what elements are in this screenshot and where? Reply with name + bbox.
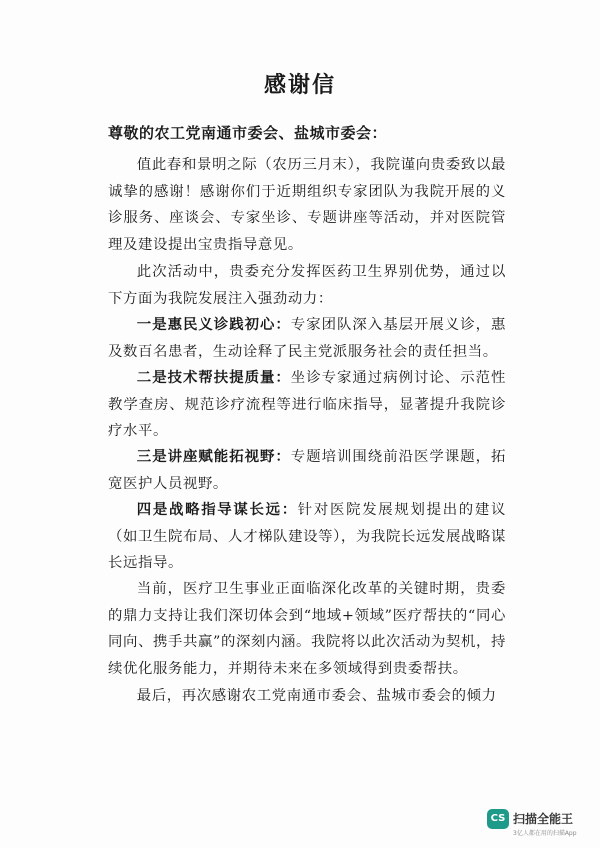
- point-heading: 四是战略指导谋长远：: [136, 501, 298, 518]
- paragraph-text: 坐诊专家通过病例讨论、示范性教学查房、规范诊疗流程等进行临床指导，显著提升我院诊疗水平。: [108, 370, 506, 440]
- paragraph-point-3: [108, 444, 506, 497]
- scanner-logo-icon: CS: [487, 809, 509, 829]
- point-heading: 三是讲座赋能拓视野：: [136, 448, 291, 465]
- paragraph-point-2: [108, 365, 506, 445]
- paragraph-text: 专题培训围绕前沿医学课题，拓宽医护人员视野。: [108, 449, 506, 492]
- point-heading: 一是惠民义诊践初心：: [136, 316, 291, 333]
- paragraph-outlook: [108, 576, 506, 682]
- paragraph-closing: [108, 683, 506, 710]
- scanner-watermark: [487, 805, 597, 843]
- paragraph-overview: [108, 259, 506, 312]
- paragraph-point-1: [108, 312, 506, 365]
- paragraph-text: 针对医院发展规划提出的建议（如卫生院布局、人才梯队建设等），为我院长远发展战略谋长远指导。: [108, 502, 506, 572]
- point-heading: 二是技术帮扶提质量：: [136, 369, 291, 386]
- paragraph-opening: [108, 152, 506, 258]
- paragraph-text: 专家团队深入基层开展义诊，惠及数百名患者，生动诠释了民主党派服务社会的责任担当。: [108, 317, 506, 360]
- paragraph-text: 当前，医疗卫生事业正面临深化改革的关键时期，贵委的鼎力支持让我们深切体会到“地域+领域”医疗帮扶的“同心同向、携手共赢”的深刻内涵。我院将以此次活动为契机，持续优化服务能力，并期待未来在多领域得到贵委帮扶。: [108, 581, 506, 677]
- paragraph-text: 此次活动中，贵委充分发挥医药卫生界别优势，通过以下方面为我院发展注入强劲动力：: [108, 264, 506, 307]
- paragraph-text: 最后，再次感谢农工党南通市委会、盐城市委会的倾力: [136, 688, 497, 704]
- scanner-app-name: 扫描全能王: [513, 812, 574, 826]
- letter-title: 感谢信: [263, 73, 336, 98]
- letter-salutation: 尊敬的农工党南通市委会、盐城市委会：: [108, 124, 388, 142]
- paragraph-text: 值此春和景明之际（农历三月末），我院谨向贵委致以最诚挚的感谢！感谢你们于近期组织专家团队为我院开展的义诊服务、座谈会、专家坐诊、专题讲座等活动，并对医院管理及建设提出宝贵指导意见。: [108, 157, 506, 253]
- scanner-tagline: 3亿人都在用的扫描App: [513, 830, 577, 837]
- paragraph-point-4: [108, 497, 506, 577]
